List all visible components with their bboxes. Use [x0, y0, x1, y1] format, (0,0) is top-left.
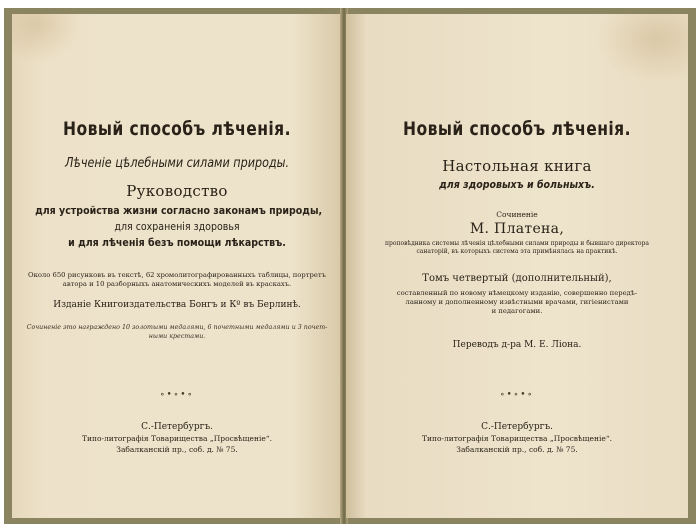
- left-publisher: Изданіе Книгоиздательства Бонгъ и Кº въ Берлинѣ.: [53, 300, 301, 310]
- left-address: Забалканскій пр., соб. д. № 75.: [116, 445, 238, 454]
- right-subtitle-2: для здоровыхъ и больныхъ.: [439, 178, 595, 191]
- age-stain: [12, 14, 82, 64]
- right-volume: Томъ четвертый (дополнительный),: [422, 273, 612, 284]
- right-subtitle-1: Настольная книга: [442, 157, 592, 175]
- right-volume-desc-line: ланному и дополненному извѣстными врачами, гигіенистами: [405, 298, 629, 306]
- right-title: Новый способъ лѣченія.: [403, 118, 631, 140]
- left-heading: Руководство: [126, 182, 228, 200]
- right-author-desc-line: санаторій, въ которыхъ система эта примѣнялась на практикѣ.: [416, 248, 618, 255]
- right-city: С.-Петербургъ.: [481, 422, 553, 432]
- right-press: Типо-литографія Товарищества „Просвѣщеніе“.: [421, 434, 613, 443]
- right-page: [346, 14, 688, 518]
- left-subtitle: Лѣченіе цѣлебными силами природы.: [64, 156, 290, 171]
- left-note-line: автора и 10 разборныхъ анатомическихъ моделей въ краскахъ.: [62, 280, 292, 288]
- left-award-line: Сочиненіе это награждено 10 золотыми медалями, 6 почетными медалями и 3 почет-: [26, 324, 328, 331]
- left-title: Новый способъ лѣченія.: [63, 118, 291, 140]
- left-ornament: ∘•∘•∘: [160, 390, 194, 400]
- left-note-line: Около 650 рисунковъ въ текстѣ, 62 хромолитографированныхъ таблицы, портретъ: [28, 271, 326, 279]
- left-award-line: ными крестами.: [148, 333, 206, 340]
- right-by-label: Сочиненіе: [496, 210, 538, 219]
- age-stain: [596, 14, 688, 84]
- right-volume-desc-line: составленный по новому нѣмецкому изданію, совершенно передѣ-: [396, 289, 638, 297]
- right-address: Забалканскій пр., соб. д. № 75.: [456, 445, 578, 454]
- right-author-desc-line: проповѣдника системы лѣченія цѣлебными силами природы и бывшаго директора: [385, 240, 649, 247]
- right-author: М. Платена,: [469, 221, 565, 237]
- right-translation: Переводъ д-ра М. Е. Лiона.: [452, 340, 582, 350]
- left-line-1: для устройства жизни согласно законамъ природы,: [35, 204, 323, 217]
- left-line-3: и для лѣченія безъ помощи лѣкарствъ.: [68, 236, 286, 249]
- left-line-2: для сохраненія здоровья: [114, 220, 240, 233]
- left-city: С.-Петербургъ.: [141, 422, 213, 432]
- left-press: Типо-литографія Товарищества „Просвѣщеніе“.: [81, 434, 273, 443]
- right-ornament: ∘•∘•∘: [500, 390, 534, 400]
- left-page: [12, 14, 342, 518]
- open-book: [4, 8, 696, 524]
- right-volume-desc-line: и педагогами.: [491, 307, 543, 315]
